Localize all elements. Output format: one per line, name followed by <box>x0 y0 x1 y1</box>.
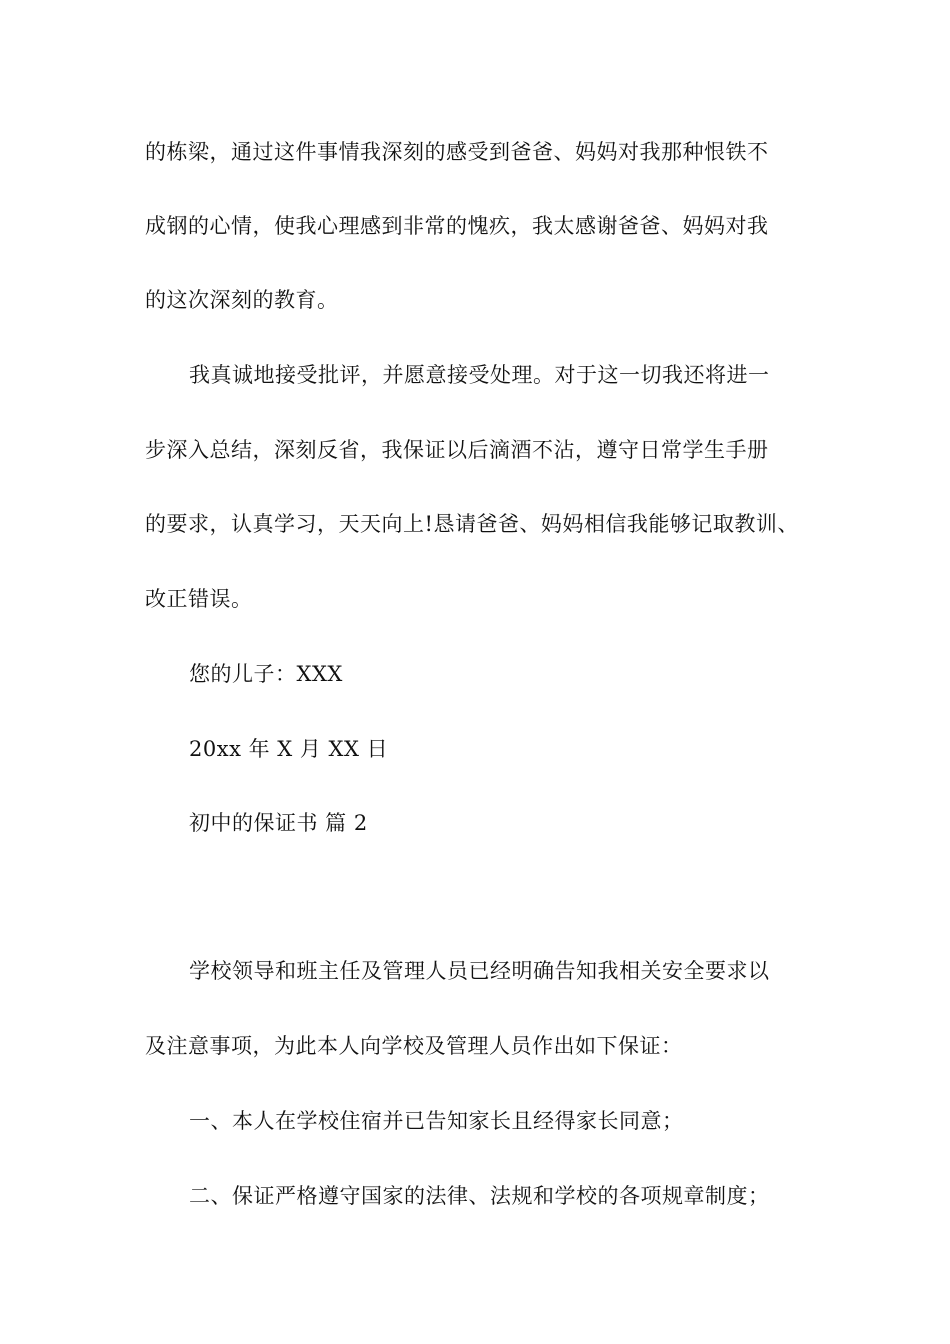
date: 20xx 年 X 月 XX 日 <box>189 737 389 761</box>
paragraph2-line4: 改正错误。 <box>145 587 253 611</box>
paragraph1-line3: 的这次深刻的教育。 <box>145 288 339 312</box>
paragraph1-line2: 成钢的心情，使我心理感到非常的愧疚，我太感谢爸爸、妈妈对我 <box>145 214 769 238</box>
paragraph3-line1: 学校领导和班主任及管理人员已经明确告知我相关安全要求以 <box>189 959 770 983</box>
paragraph1-line1: 的栋梁，通过这件事情我深刻的感受到爸爸、妈妈对我那种恨铁不 <box>145 140 769 164</box>
section-title: 初中的保证书 篇 2 <box>189 811 368 835</box>
list-item-1: 一、本人在学校住宿并已告知家长且经得家长同意； <box>189 1109 684 1133</box>
paragraph2-line2: 步深入总结，深刻反省，我保证以后滴酒不沾，遵守日常学生手册 <box>145 438 769 462</box>
paragraph3-line2: 及注意事项，为此本人向学校及管理人员作出如下保证： <box>145 1034 683 1058</box>
list-item-2: 二、保证严格遵守国家的法律、法规和学校的各项规章制度； <box>189 1184 770 1208</box>
paragraph2-line1: 我真诚地接受批评，并愿意接受处理。对于这一切我还将进一 <box>189 363 770 387</box>
signature: 您的儿子：XXX <box>189 662 343 686</box>
paragraph2-line3: 的要求，认真学习，天天向上!恳请爸爸、妈妈相信我能够记取教训、 <box>145 512 799 536</box>
